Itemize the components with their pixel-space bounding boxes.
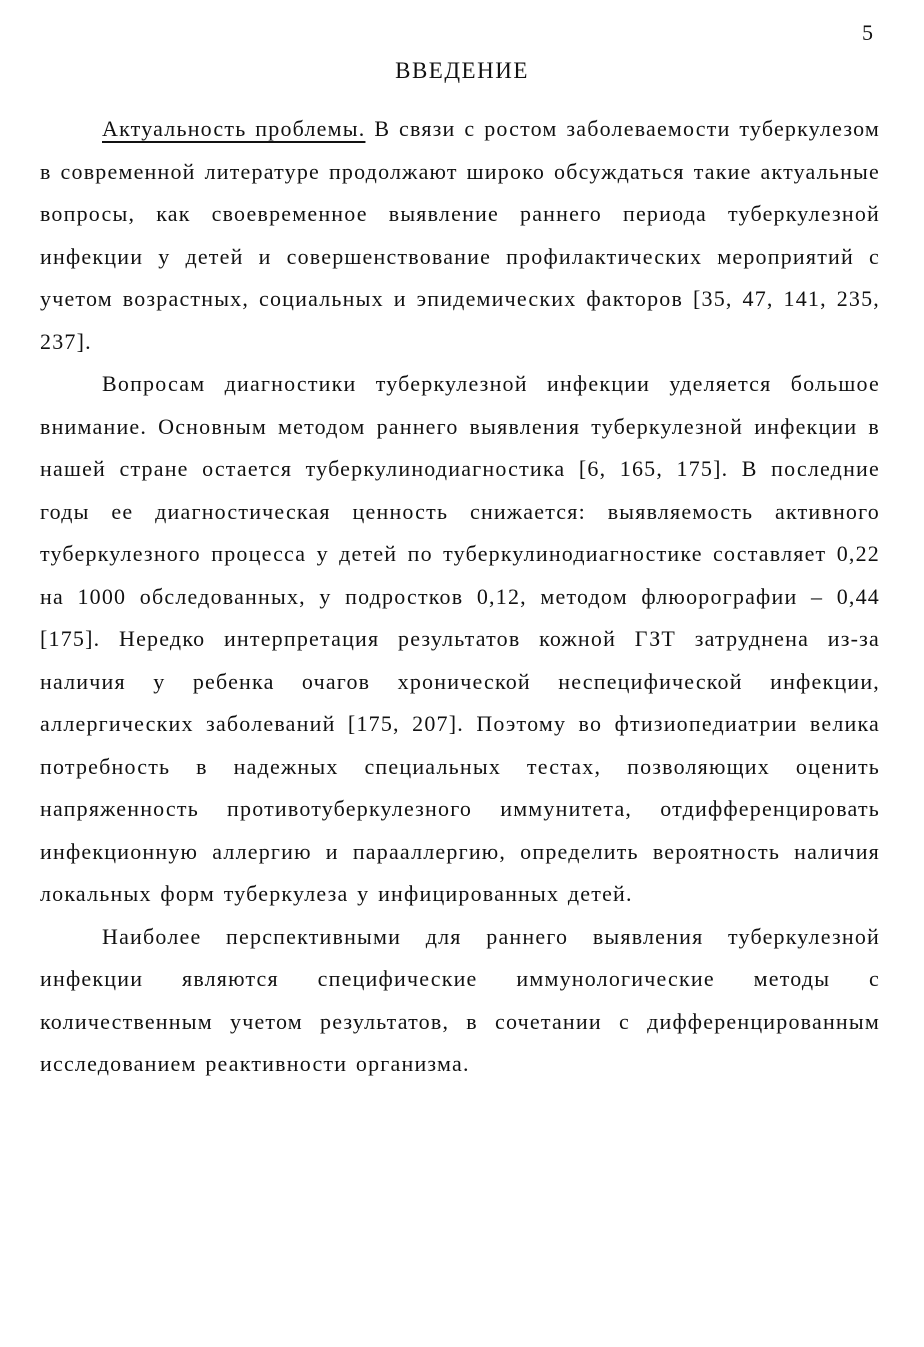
paragraph-text: Наиболее перспективными для раннего выявления туберкулезной инфекции являются специфические иммунологические методы с количественным учетом результатов, в сочетании с дифференцированным исследованием реактивности организма. (40, 923, 880, 1076)
page-number: 5 (862, 20, 874, 45)
paragraph-diagnostics (40, 363, 880, 916)
section-heading: ВВЕДЕНИЕ (395, 58, 529, 83)
paragraph-text: В связи с ростом заболеваемости туберкулезом в современной литературе продолжают широко обсуждаться такие актуальные вопросы, как своевременное выявление раннего периода туберкулезной инфекции у детей и совершенствование профилактических мероприятий с учетом возрастных, социальных и эпидемических факторов [35, 47, 141, 235, 237]. (40, 116, 880, 354)
paragraph-text: Вопросам диагностики туберкулезной инфекции уделяется большое внимание. Основным методом раннего выявления туберкулезной инфекции в нашей стране остается туберкулинодиагностика [6, 165, 175]. В последние годы ее диагностическая ценность снижается: выявляемость активного туберкулезного процесса у детей по туберкулинодиагностике составляет 0,22 на 1000 обследованных, у подростков 0,12, методом флюорографии – 0,44 [175]. Нередко интерпретация результатов кожной ГЗТ затруднена из-за наличия у ребенка очагов хронической неспецифической инфекции, аллергических заболеваний [175, 207]. Поэтому во фтизиопедиатрии велика потребность в надежных специальных тестах, позволяющих оценить напряженность противотуберкулезного иммунитета, отдифференцировать инфекционную аллергию и парааллергию, определить вероятность наличия локальных форм туберкулеза у инфицированных детей. (40, 371, 880, 906)
document-body (40, 108, 880, 1086)
paragraph-relevance (40, 108, 880, 363)
paragraph-prospective-methods (40, 916, 880, 1086)
paragraph-lead-label: Актуальность проблемы. (102, 116, 366, 141)
